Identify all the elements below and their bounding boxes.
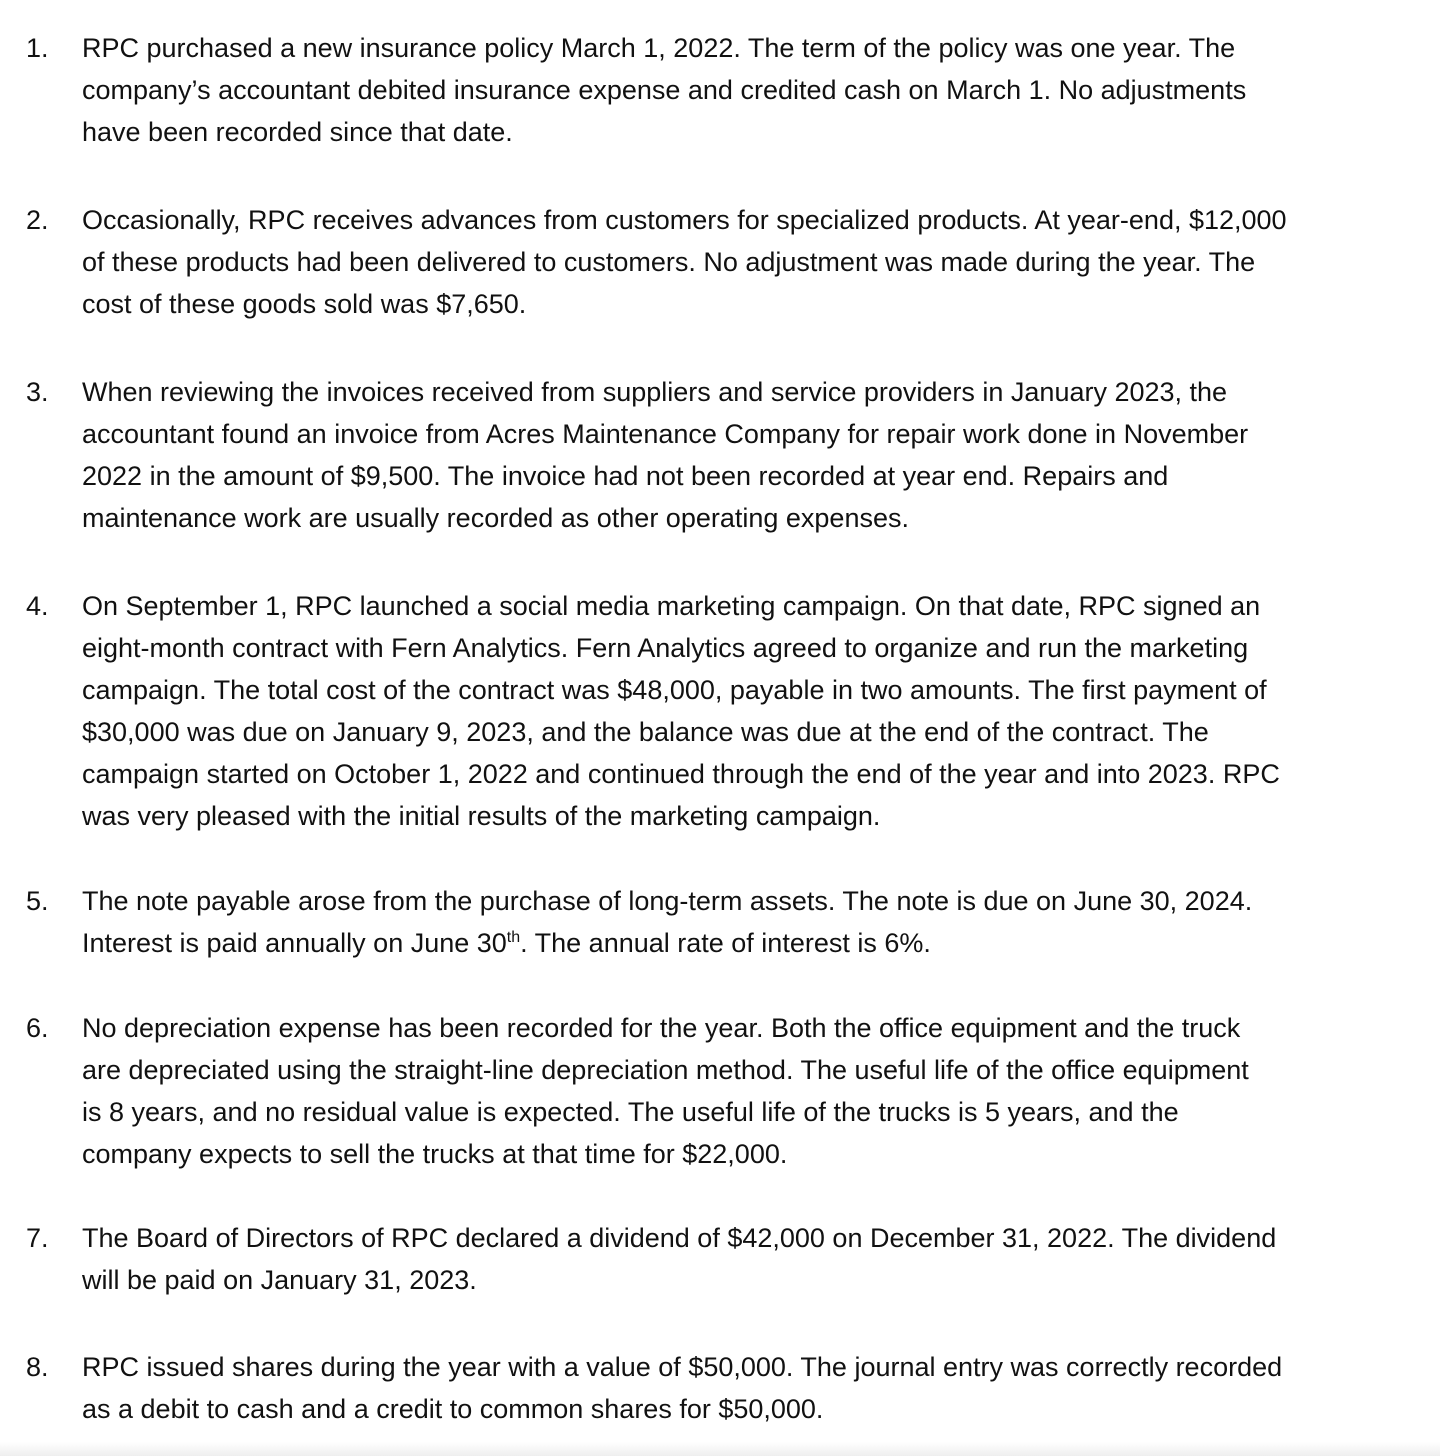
- text-line: [82, 922, 1252, 964]
- item-text: [82, 880, 1252, 964]
- item-text: [82, 27, 1246, 153]
- text-line: have been recorded since that date.: [82, 117, 513, 147]
- item-text: [82, 585, 1280, 837]
- text-line: maintenance work are usually recorded as other operating expenses.: [82, 503, 909, 533]
- text-line: On September 1, RPC launched a social media marketing campaign. On that date, RPC signed an: [82, 591, 1261, 621]
- text-line: 2022 in the amount of $9,500. The invoice had not been recorded at year end. Repairs and: [82, 461, 1169, 491]
- item-text: [82, 199, 1287, 325]
- item-number: 3.: [26, 377, 49, 407]
- item-number: 4.: [26, 591, 49, 621]
- text-line: When reviewing the invoices received from suppliers and service providers in January 2023, the: [82, 377, 1228, 407]
- item-number: 7.: [26, 1223, 49, 1253]
- text-line: The Board of Directors of RPC declared a dividend of $42,000 on December 31, 2022. The dividend: [82, 1223, 1277, 1253]
- text-line: of these products had been delivered to customers. No adjustment was made during the year. The: [82, 247, 1256, 277]
- item-number: 1.: [26, 33, 49, 63]
- text-line: eight-month contract with Fern Analytics. Fern Analytics agreed to organize and run the marketing: [82, 633, 1249, 663]
- item-text: [82, 1217, 1276, 1301]
- text-line: $30,000 was due on January 9, 2023, and the balance was due at the end of the contract. The: [82, 717, 1209, 747]
- text-segment: Interest is paid annually on June 30: [82, 928, 507, 958]
- ordinal-suffix: th: [506, 929, 521, 946]
- text-line: RPC issued shares during the year with a value of $50,000. The journal entry was correctly recorded: [82, 1352, 1283, 1382]
- text-line: campaign. The total cost of the contract was $48,000, payable in two amounts. The first payment of: [82, 675, 1267, 705]
- item-number: 8.: [26, 1352, 49, 1382]
- text-line: No depreciation expense has been recorded for the year. Both the office equipment and the truck: [82, 1013, 1241, 1043]
- text-line: Occasionally, RPC receives advances from customers for specialized products. At year-end, $12,000: [82, 205, 1287, 235]
- text-line: RPC purchased a new insurance policy March 1, 2022. The term of the policy was one year. The: [82, 33, 1236, 63]
- page-bottom-edge: [0, 1442, 1440, 1456]
- item-number: 5.: [26, 886, 49, 916]
- text-segment: . The annual rate of interest is 6%.: [520, 928, 931, 958]
- text-line: company expects to sell the trucks at that time for $22,000.: [82, 1139, 788, 1169]
- text-line: cost of these goods sold was $7,650.: [82, 289, 527, 319]
- text-line: was very pleased with the initial results of the marketing campaign.: [82, 801, 881, 831]
- item-number: 2.: [26, 205, 49, 235]
- text-line: is 8 years, and no residual value is expected. The useful life of the trucks is 5 years, and the: [82, 1097, 1179, 1127]
- text-line: as a debit to cash and a credit to common shares for $50,000.: [82, 1394, 824, 1424]
- text-line: will be paid on January 31, 2023.: [82, 1265, 477, 1295]
- text-line: company’s accountant debited insurance expense and credited cash on March 1. No adjustments: [82, 75, 1247, 105]
- item-text: [82, 1007, 1249, 1175]
- item-text: [82, 371, 1248, 539]
- text-line: accountant found an invoice from Acres Maintenance Company for repair work done in November: [82, 419, 1249, 449]
- item-text: [82, 1346, 1282, 1430]
- item-number: 6.: [26, 1013, 49, 1043]
- text-line: campaign started on October 1, 2022 and continued through the end of the year and into 2023. RPC: [82, 759, 1280, 789]
- text-line: are depreciated using the straight-line depreciation method. The useful life of the office equipment: [82, 1055, 1249, 1085]
- text-line: The note payable arose from the purchase of long-term assets. The note is due on June 30, 2024.: [82, 886, 1253, 916]
